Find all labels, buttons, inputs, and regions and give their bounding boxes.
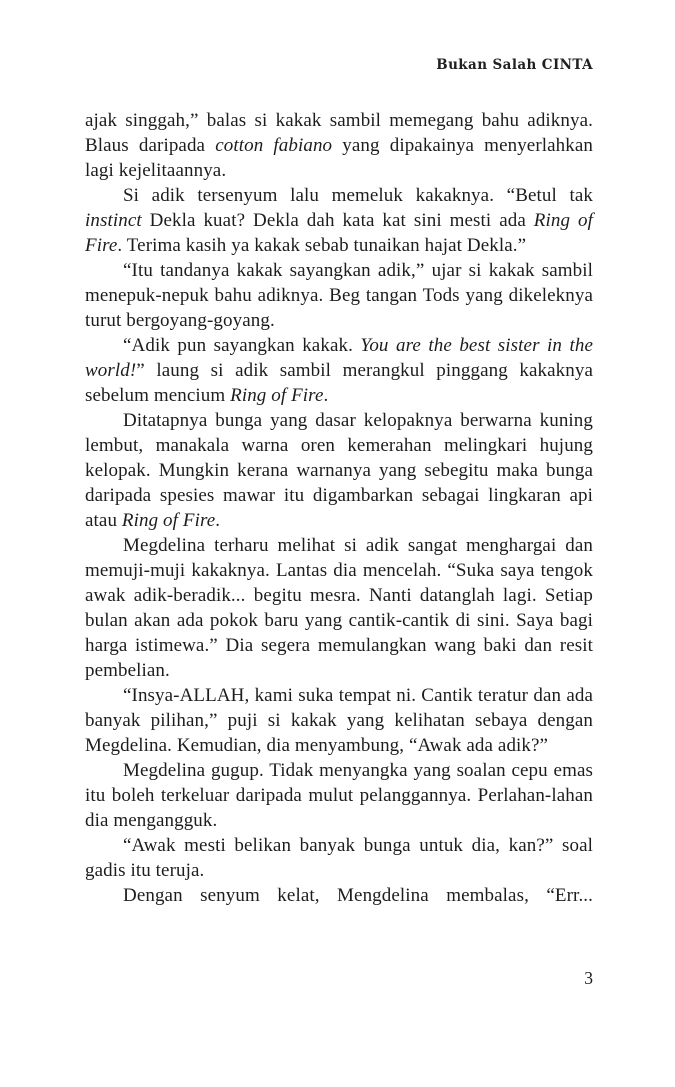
paragraph xyxy=(85,533,593,683)
italic-text-segment: cotton fabiano xyxy=(215,135,333,156)
text-segment: “Awak mesti belikan banyak bunga untuk dia, kan?” soal gadis itu teruja. xyxy=(85,835,593,881)
italic-text-segment: instinct xyxy=(85,210,142,231)
book-title: Bukan Salah CINTA xyxy=(436,57,593,73)
paragraph xyxy=(85,408,593,533)
text-segment: ” laung si adik sambil merangkul pinggang kakaknya sebelum mencium xyxy=(85,360,593,406)
paragraph xyxy=(85,258,593,333)
text-segment: Dekla kuat? Dekla dah kata kat sini mesti ada xyxy=(141,210,534,231)
italic-text-segment: Ring of Fire xyxy=(85,210,593,256)
paragraph xyxy=(85,333,593,408)
text-segment: Megdelina gugup. Tidak menyangka yang soalan cepu emas itu boleh terkeluar daripada mulut pelanggannya. Perlahan-lahan dia mengangguk. xyxy=(85,760,593,831)
page-number: 3 xyxy=(584,968,593,988)
paragraph xyxy=(85,883,593,908)
text-segment: ajak singgah,” balas si kakak sambil memegang bahu adiknya. Blaus daripada xyxy=(85,110,593,156)
page-footer xyxy=(85,968,593,989)
paragraph xyxy=(85,108,593,183)
italic-text-segment: Ring of Fire xyxy=(121,510,216,531)
paragraph xyxy=(85,833,593,883)
paragraph xyxy=(85,183,593,258)
page-body xyxy=(85,108,593,908)
text-segment: . xyxy=(323,385,329,406)
text-segment: Ditatapnya bunga yang dasar kelopaknya berwarna kuning lembut, manakala warna oren kemerahan melingkari hujung kelopak. Mungkin kerana warnanya yang sebegitu maka bunga daripada spesies mawar itu digambarkan sebagai lingkaran api atau xyxy=(85,410,593,531)
running-header xyxy=(85,57,593,73)
text-segment: . Terima kasih ya kakak sebab tunaikan hajat Dekla.” xyxy=(117,235,527,256)
text-segment: Megdelina terharu melihat si adik sangat menghargai dan memuji-muji kakaknya. Lantas dia mencelah. “Suka saya tengok awak adik-beradik... begitu mesra. Nanti datanglah lagi. Setiap bulan akan ada pokok baru yang cantik-cantik di sini. Saya bagi harga istimewa.” Dia segera memulangkan wang baki dan resit pembelian. xyxy=(85,535,593,681)
text-segment: “Insya-ALLAH, kami suka tempat ni. Cantik teratur dan ada banyak pilihan,” puji si kakak yang kelihatan sebaya dengan Megdelina. Kemudian, dia menyambung, “Awak ada adik?” xyxy=(85,685,593,756)
text-segment: yang dipakainya menyerlahkan lagi kejelitaannya. xyxy=(85,135,594,181)
text-segment: “Itu tandanya kakak sayangkan adik,” ujar si kakak sambil menepuk-nepuk bahu adiknya. Beg tangan Tods yang dikeleknya turut bergoyang-goyang. xyxy=(85,260,593,331)
italic-text-segment: You are the best sister in the world! xyxy=(85,335,593,381)
paragraph xyxy=(85,683,593,758)
italic-text-segment: Ring of Fire xyxy=(230,385,324,406)
text-segment: Dengan senyum kelat, Mengdelina membalas, “Err... xyxy=(123,885,593,906)
text-segment: . xyxy=(215,510,221,531)
paragraph xyxy=(85,758,593,833)
text-segment: Si adik tersenyum lalu memeluk kakaknya. “Betul tak xyxy=(123,185,593,206)
text-segment: “Adik pun sayangkan kakak. xyxy=(123,335,361,356)
